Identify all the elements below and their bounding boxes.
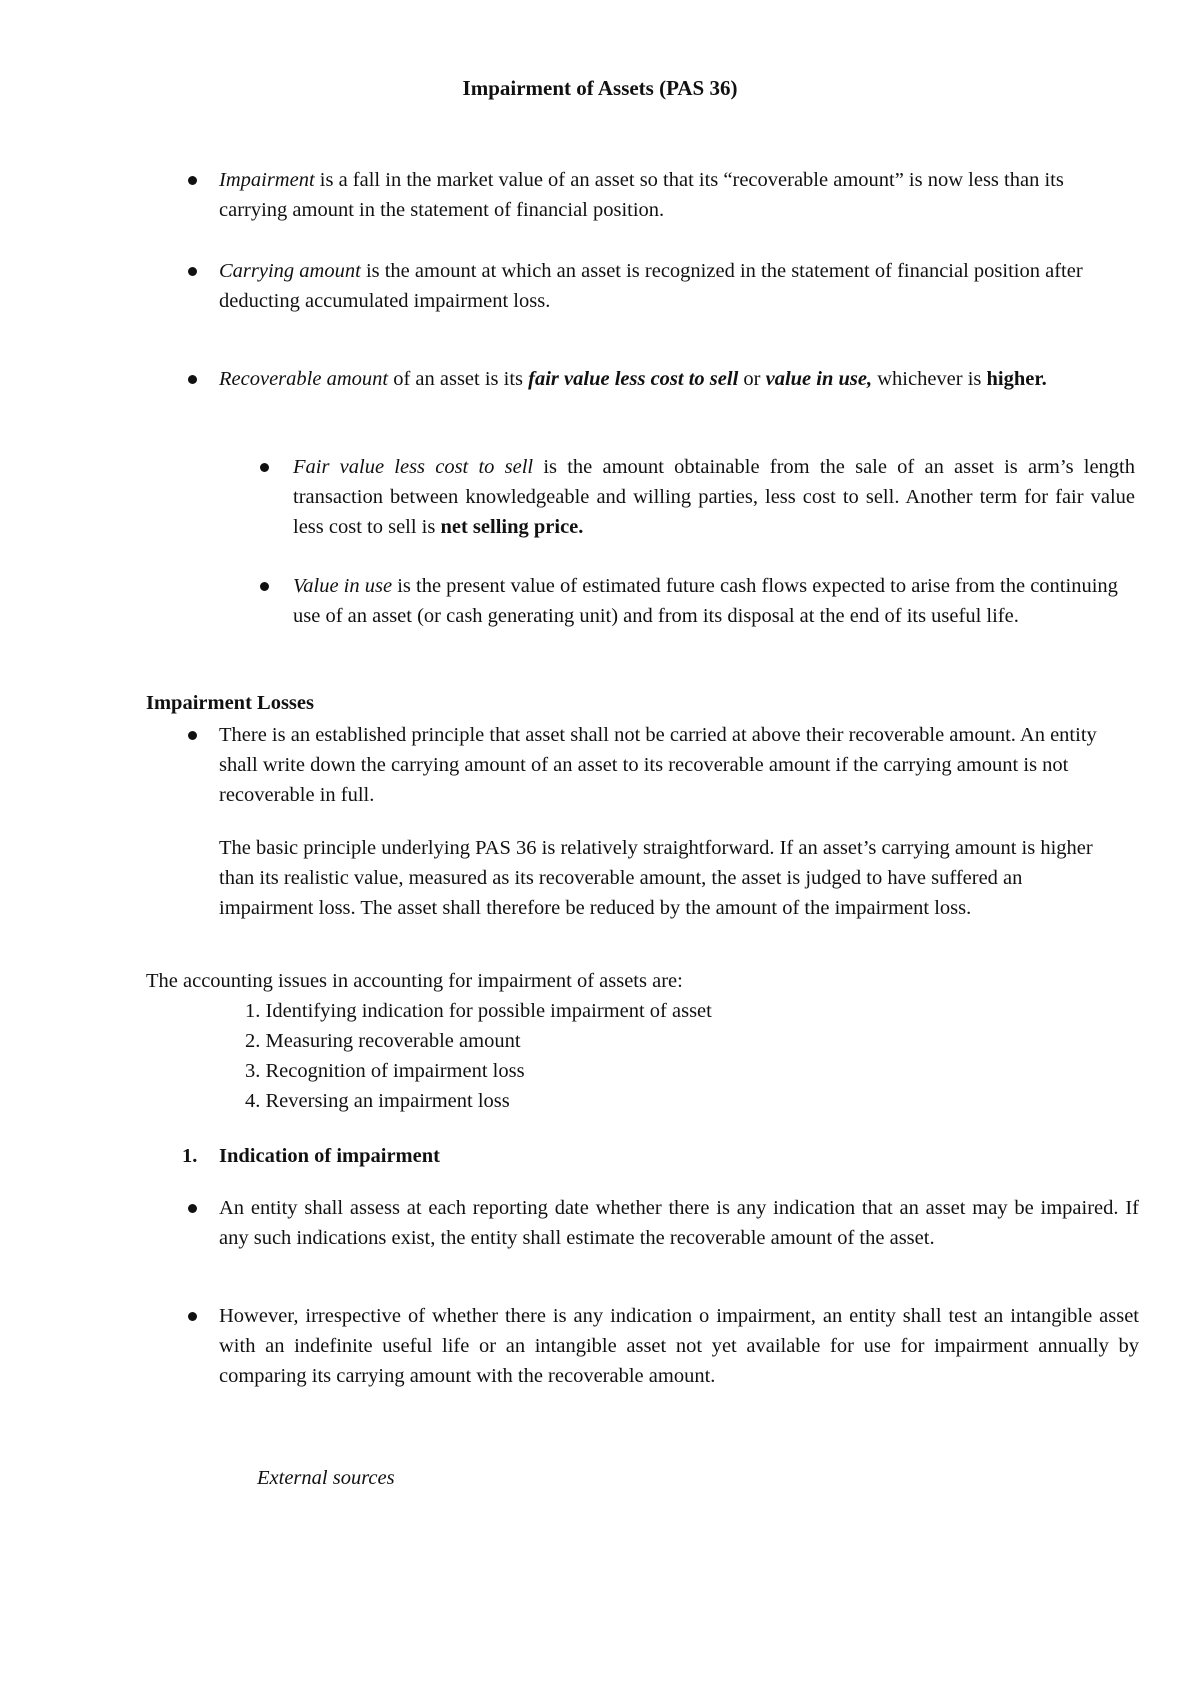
- term-impairment: Impairment: [219, 169, 315, 191]
- definition-value-in-use: [293, 571, 1135, 631]
- losses-principle-text: There is an established principle that asset shall not be carried at above their recoverable amount. An entity shall write down the carrying amount of an asset to its recoverable amount if the carrying amount is not recoverable in full.: [219, 724, 1097, 806]
- emphasis-fair-value: fair value less cost to sell: [528, 368, 739, 390]
- section-heading-indication: Indication of impairment: [219, 1145, 440, 1167]
- issues-intro: The accounting issues in accounting for impairment of assets are:: [146, 970, 683, 992]
- list-item: 1. Identifying indication for possible impairment of asset: [245, 1000, 712, 1022]
- section-heading-impairment-losses: Impairment Losses: [146, 692, 314, 714]
- sub-bullet-icon: [260, 463, 269, 472]
- external-sources-label: External sources: [257, 1467, 395, 1489]
- definition-recoverable-amount: [219, 364, 1139, 394]
- bullet-icon: [188, 267, 197, 276]
- bullet-icon: [188, 375, 197, 384]
- list-item: 2. Measuring recoverable amount: [245, 1030, 521, 1052]
- emphasis-higher: higher.: [986, 368, 1047, 390]
- indication-intangible-text: However, irrespective of whether there is any indication o impairment, an entity shall test an intangible asset with an indefinite useful life or an intangible asset not yet available for use for impairment annually by comparing its carrying amount with the recoverable amount.: [219, 1305, 1139, 1387]
- definition-text: is the present value of estimated future cash flows expected to arise from the continuing use of an asset (or cash generating unit) and from its disposal at the end of its useful life.: [293, 575, 1118, 627]
- emphasis-value-in-use: value in use,: [765, 368, 873, 390]
- bullet-icon: [188, 176, 197, 185]
- definition-impairment: [219, 165, 1099, 225]
- subheading-external-sources: [257, 1463, 395, 1493]
- term-value-in-use: Value in use: [293, 575, 393, 597]
- page-title: Impairment of Assets (PAS 36): [462, 76, 738, 100]
- definition-text: is a fall in the market value of an asset so that its “recoverable amount” is now less than its carrying amount in the statement of financial position.: [219, 169, 1064, 221]
- section-number: 1.: [182, 1145, 198, 1167]
- term-fair-value-less-cost: Fair value less cost to sell: [293, 456, 534, 478]
- definition-text: is the amount at which an asset is recognized in the statement of financial position after deducting accumulated impairment loss.: [219, 260, 1083, 312]
- definition-carrying-amount: [219, 256, 1129, 316]
- sub-bullet-icon: [260, 582, 269, 591]
- term-carrying-amount: Carrying amount: [219, 260, 361, 282]
- definition-text: is the amount obtainable from the sale of an asset is arm’s length transaction between knowledgeable and willing parties, less cost to sell. Another term for fair value less cost to sell is: [293, 456, 1135, 538]
- definition-text: of an asset is its: [388, 368, 529, 390]
- list-item: 4. Reversing an impairment loss: [245, 1090, 510, 1112]
- bullet-icon: [188, 1312, 197, 1321]
- definition-fair-value-less-cost: [293, 452, 1135, 542]
- losses-paragraph: The basic principle underlying PAS 36 is relatively straightforward. If an asset’s carrying amount is higher than its realistic value, measured as its recoverable amount, the asset is judged to have suffered an impairment loss. The asset shall therefore be reduced by the amount of the impairment loss.: [219, 837, 1093, 919]
- list-item: 3. Recognition of impairment loss: [245, 1060, 525, 1082]
- term-recoverable-amount: Recoverable amount: [219, 368, 389, 390]
- issues-list: [245, 996, 1045, 1116]
- definition-text: or: [738, 368, 766, 390]
- indication-assess-text: An entity shall assess at each reporting date whether there is any indication that an asset may be impaired. If any such indications exist, the entity shall estimate the recoverable amount of the asset.: [219, 1197, 1139, 1249]
- bullet-icon: [188, 1204, 197, 1213]
- bullet-icon: [188, 731, 197, 740]
- emphasis-net-selling-price: net selling price.: [440, 516, 584, 538]
- definition-text: whichever is: [872, 368, 987, 390]
